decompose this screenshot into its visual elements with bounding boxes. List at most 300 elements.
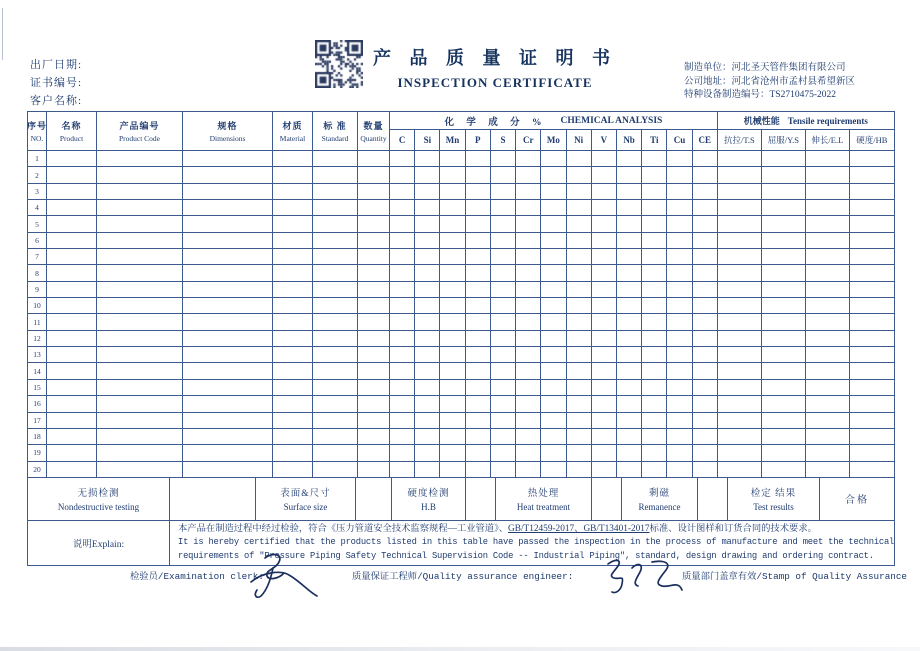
table-cell — [718, 363, 762, 379]
table-cell — [47, 396, 97, 412]
row-number-cell: 6 — [28, 233, 47, 249]
explain-en-line2: requirements of "Pressure Piping Safety Technical Supervision Code -- Industrial Piping", standard, design drawing and ordering contract. — [178, 550, 874, 561]
table-cell — [642, 445, 667, 461]
table-cell — [440, 282, 465, 298]
main-table — [27, 111, 895, 566]
table-cell — [97, 314, 183, 330]
table-cell — [466, 249, 491, 265]
table-cell — [592, 445, 617, 461]
table-cell — [97, 380, 183, 396]
table-cell — [491, 151, 516, 167]
row-number-cell: 19 — [28, 445, 47, 461]
table-cell — [806, 462, 850, 478]
table-cell — [592, 347, 617, 363]
table-cell — [491, 298, 516, 314]
table-cell — [313, 331, 358, 347]
table-cell — [667, 282, 692, 298]
table-header — [28, 112, 894, 151]
table-cell — [491, 282, 516, 298]
table-cell — [390, 445, 415, 461]
table-cell — [183, 363, 273, 379]
table-cell — [183, 184, 273, 200]
table-cell — [806, 265, 850, 281]
table-cell — [273, 233, 313, 249]
table-cell — [762, 167, 806, 183]
table-cell — [567, 331, 592, 347]
table-cell — [762, 249, 806, 265]
table-cell — [390, 216, 415, 232]
table-cell — [358, 413, 390, 429]
table-cell — [97, 151, 183, 167]
table-cell — [97, 298, 183, 314]
table-cell — [358, 216, 390, 232]
qa-engineer-signature — [600, 554, 686, 598]
table-cell — [466, 167, 491, 183]
table-cell — [667, 462, 692, 478]
customer-name-label: 客户名称: — [30, 95, 83, 107]
row-number-cell: 13 — [28, 347, 47, 363]
table-cell — [693, 282, 718, 298]
table-cell — [313, 184, 358, 200]
table-cell — [358, 184, 390, 200]
table-cell — [273, 151, 313, 167]
row-number-cell: 17 — [28, 413, 47, 429]
table-cell — [273, 413, 313, 429]
table-cell — [806, 249, 850, 265]
explain-zh-line: 本产品在制造过程中经过检验，符合《压力管道安全技术监察规程—工业管道》、GB/T12459-2017、GB/T13401-2017标准、设计图样和订货合同的技术要求。 — [178, 523, 817, 534]
table-cell — [466, 200, 491, 216]
table-cell — [516, 429, 541, 445]
table-cell — [97, 363, 183, 379]
table-cell — [667, 445, 692, 461]
table-cell — [617, 184, 642, 200]
table-cell — [762, 380, 806, 396]
table-cell — [693, 314, 718, 330]
table-cell — [313, 314, 358, 330]
table-cell — [617, 200, 642, 216]
table-cell — [183, 429, 273, 445]
table-cell — [358, 347, 390, 363]
table-cell — [491, 380, 516, 396]
table-cell — [491, 429, 516, 445]
row-number-cell: 9 — [28, 282, 47, 298]
table-cell — [693, 396, 718, 412]
table-cell — [592, 413, 617, 429]
manufacturer-line: 制造单位：河北圣天管件集团有限公司 — [684, 63, 846, 73]
table-cell — [390, 233, 415, 249]
table-cell — [440, 265, 465, 281]
examiner-label: 检验员/Examination clerk: — [130, 571, 264, 582]
row-number-cell: 8 — [28, 265, 47, 281]
table-cell — [97, 216, 183, 232]
table-cell — [667, 249, 692, 265]
table-cell — [762, 216, 806, 232]
table-cell — [313, 151, 358, 167]
table-cell — [762, 396, 806, 412]
table-cell — [693, 413, 718, 429]
table-cell — [183, 216, 273, 232]
table-cell — [762, 363, 806, 379]
page-title: 产 品 质 量 证 明 书 — [373, 48, 617, 68]
table-cell — [592, 462, 617, 478]
table-cell — [516, 396, 541, 412]
row-number-cell: 7 — [28, 249, 47, 265]
examiner-signature — [243, 548, 321, 600]
table-cell — [718, 396, 762, 412]
table-cell — [642, 282, 667, 298]
chem-analysis-group-header: 化 学 成 分 % CHEMICAL ANALYSIS — [390, 112, 718, 130]
table-cell — [516, 445, 541, 461]
table-cell — [718, 347, 762, 363]
header-col-standard: 标 准 Standard — [313, 112, 358, 150]
table-cell — [358, 462, 390, 478]
table-cell — [466, 363, 491, 379]
table-cell — [718, 233, 762, 249]
table-cell — [541, 151, 566, 167]
table-cell — [667, 233, 692, 249]
table-cell — [592, 429, 617, 445]
table-cell — [592, 151, 617, 167]
chem-col-ti: Ti — [642, 130, 667, 150]
table-cell — [642, 314, 667, 330]
table-cell — [850, 413, 894, 429]
table-cell — [806, 298, 850, 314]
table-cell — [491, 233, 516, 249]
table-cell — [762, 184, 806, 200]
table-cell — [47, 363, 97, 379]
table-cell — [718, 216, 762, 232]
table-cell — [617, 216, 642, 232]
row-number-cell: 18 — [28, 429, 47, 445]
table-cell — [273, 445, 313, 461]
table-cell — [592, 249, 617, 265]
table-cell — [541, 200, 566, 216]
table-cell — [541, 298, 566, 314]
table-cell — [806, 200, 850, 216]
table-cell — [516, 413, 541, 429]
table-cell — [516, 298, 541, 314]
table-cell — [358, 445, 390, 461]
page-subtitle: INSPECTION CERTIFICATE — [397, 75, 593, 90]
table-cell — [358, 331, 390, 347]
table-cell — [390, 282, 415, 298]
table-cell — [850, 282, 894, 298]
table-cell — [313, 363, 358, 379]
table-cell — [440, 167, 465, 183]
table-cell — [97, 396, 183, 412]
table-cell — [642, 233, 667, 249]
table-cell — [617, 413, 642, 429]
table-cell — [592, 314, 617, 330]
table-cell — [466, 331, 491, 347]
table-cell — [667, 167, 692, 183]
table-cell — [415, 216, 440, 232]
table-cell — [667, 413, 692, 429]
chem-col-c: C — [390, 130, 415, 150]
table-cell — [541, 314, 566, 330]
table-cell — [541, 413, 566, 429]
summary-value — [698, 478, 728, 521]
table-cell — [273, 347, 313, 363]
summary-row — [28, 478, 894, 521]
table-cell — [97, 462, 183, 478]
table-cell — [850, 249, 894, 265]
table-cell — [491, 396, 516, 412]
table-cell — [592, 396, 617, 412]
chem-col-ce: CE — [693, 130, 718, 150]
table-cell — [183, 233, 273, 249]
table-cell — [693, 151, 718, 167]
table-cell — [762, 265, 806, 281]
table-cell — [516, 233, 541, 249]
factory-date-label: 出厂日期: — [30, 59, 83, 71]
table-cell — [806, 282, 850, 298]
table-cell — [567, 184, 592, 200]
table-cell — [491, 314, 516, 330]
header-left-fields — [30, 56, 82, 110]
summary-value — [592, 478, 622, 521]
table-cell — [183, 380, 273, 396]
table-cell — [850, 462, 894, 478]
table-cell — [47, 298, 97, 314]
table-cell — [415, 314, 440, 330]
table-cell — [592, 298, 617, 314]
table-cell — [850, 314, 894, 330]
table-cell — [850, 396, 894, 412]
table-cell — [667, 216, 692, 232]
table-cell — [440, 331, 465, 347]
row-number-cell: 14 — [28, 363, 47, 379]
table-cell — [806, 216, 850, 232]
table-body — [28, 151, 894, 478]
table-cell — [440, 462, 465, 478]
table-cell — [667, 429, 692, 445]
table-cell — [541, 216, 566, 232]
table-cell — [415, 445, 440, 461]
table-cell — [718, 331, 762, 347]
table-cell — [491, 184, 516, 200]
table-cell — [183, 167, 273, 183]
table-cell — [667, 151, 692, 167]
table-cell — [183, 265, 273, 281]
table-cell — [466, 429, 491, 445]
table-cell — [415, 249, 440, 265]
table-cell — [440, 429, 465, 445]
stamp-label: 质量部门盖章有效/Stamp of Quality Assurance — [682, 571, 908, 582]
table-cell — [592, 363, 617, 379]
table-cell — [617, 363, 642, 379]
table-cell — [642, 396, 667, 412]
table-cell — [567, 462, 592, 478]
table-cell — [466, 216, 491, 232]
row-number-cell: 11 — [28, 314, 47, 330]
table-cell — [516, 216, 541, 232]
table-cell — [693, 216, 718, 232]
table-cell — [642, 151, 667, 167]
table-cell — [273, 298, 313, 314]
table-cell — [358, 380, 390, 396]
table-cell — [415, 462, 440, 478]
table-cell — [273, 462, 313, 478]
table-cell — [762, 233, 806, 249]
table-cell — [466, 184, 491, 200]
table-cell — [273, 380, 313, 396]
table-cell — [693, 445, 718, 461]
chem-col-cr: Cr — [516, 130, 541, 150]
table-cell — [491, 265, 516, 281]
table-cell — [415, 413, 440, 429]
table-cell — [617, 331, 642, 347]
table-cell — [47, 265, 97, 281]
table-cell — [358, 151, 390, 167]
table-cell — [718, 445, 762, 461]
table-cell — [592, 184, 617, 200]
table-cell — [183, 462, 273, 478]
table-cell — [97, 347, 183, 363]
table-cell — [642, 216, 667, 232]
table-cell — [850, 233, 894, 249]
table-cell — [762, 413, 806, 429]
chem-col-si: Si — [415, 130, 440, 150]
mechanical-group-header: 机械性能 Tensile requirements — [718, 112, 894, 130]
scan-edge-artifact — [2, 8, 3, 60]
header-col-product: 名称 Product — [47, 112, 97, 150]
table-cell — [806, 331, 850, 347]
table-cell — [47, 314, 97, 330]
table-cell — [541, 282, 566, 298]
table-cell — [642, 462, 667, 478]
table-cell — [693, 462, 718, 478]
table-cell — [693, 363, 718, 379]
table-cell — [642, 298, 667, 314]
table-cell — [97, 184, 183, 200]
chem-col-nb: Nb — [617, 130, 642, 150]
table-cell — [440, 216, 465, 232]
table-cell — [415, 200, 440, 216]
header-col-quantity: 数量 Quantity — [358, 112, 390, 150]
row-number-cell: 4 — [28, 200, 47, 216]
table-cell — [313, 298, 358, 314]
table-cell — [390, 413, 415, 429]
table-cell — [390, 347, 415, 363]
table-cell — [183, 445, 273, 461]
table-cell — [440, 184, 465, 200]
table-cell — [693, 347, 718, 363]
table-cell — [667, 265, 692, 281]
table-cell — [806, 445, 850, 461]
table-cell — [567, 233, 592, 249]
table-cell — [415, 282, 440, 298]
table-cell — [415, 265, 440, 281]
chem-col-cu: Cu — [667, 130, 692, 150]
qr-code-icon — [315, 40, 363, 88]
table-cell — [313, 396, 358, 412]
table-cell — [273, 216, 313, 232]
table-cell — [440, 249, 465, 265]
table-cell — [491, 363, 516, 379]
table-cell — [762, 462, 806, 478]
table-cell — [273, 331, 313, 347]
table-cell — [183, 347, 273, 363]
table-cell — [762, 282, 806, 298]
table-cell — [440, 347, 465, 363]
table-cell — [97, 200, 183, 216]
table-cell — [183, 282, 273, 298]
table-cell — [313, 200, 358, 216]
summary-value — [170, 478, 256, 521]
table-cell — [491, 413, 516, 429]
mech-col-1: 抗拉/T.S — [718, 130, 762, 150]
table-cell — [642, 429, 667, 445]
table-cell — [47, 429, 97, 445]
summary-label: 表面&尺寸 Surface size — [256, 478, 356, 521]
table-cell — [273, 429, 313, 445]
table-cell — [273, 167, 313, 183]
table-cell — [850, 429, 894, 445]
row-number-cell: 3 — [28, 184, 47, 200]
table-cell — [97, 167, 183, 183]
explain-en-line1: It is hereby certified that the products listed in this table have passed the inspection in the process of manufacture and meet the technical — [178, 537, 894, 548]
table-cell — [516, 380, 541, 396]
table-cell — [516, 249, 541, 265]
chem-col-mo: Mo — [541, 130, 566, 150]
table-cell — [516, 200, 541, 216]
summary-value — [356, 478, 392, 521]
table-cell — [693, 331, 718, 347]
table-cell — [390, 314, 415, 330]
table-cell — [440, 314, 465, 330]
table-cell — [516, 331, 541, 347]
table-cell — [47, 331, 97, 347]
table-cell — [466, 314, 491, 330]
table-cell — [47, 413, 97, 429]
table-cell — [806, 429, 850, 445]
table-cell — [415, 363, 440, 379]
header-col-no-: 序号 NO. — [28, 112, 47, 150]
table-cell — [642, 331, 667, 347]
table-cell — [415, 167, 440, 183]
table-cell — [667, 298, 692, 314]
table-cell — [390, 380, 415, 396]
table-cell — [541, 184, 566, 200]
table-cell — [183, 413, 273, 429]
table-cell — [617, 429, 642, 445]
table-cell — [390, 429, 415, 445]
table-cell — [567, 396, 592, 412]
table-cell — [415, 298, 440, 314]
table-cell — [718, 184, 762, 200]
table-cell — [567, 200, 592, 216]
table-cell — [358, 314, 390, 330]
table-cell — [47, 282, 97, 298]
table-cell — [718, 413, 762, 429]
table-cell — [718, 429, 762, 445]
table-cell — [440, 200, 465, 216]
table-cell — [47, 347, 97, 363]
table-cell — [440, 233, 465, 249]
certificate-no-label: 证书编号: — [30, 77, 83, 89]
table-cell — [762, 429, 806, 445]
table-cell — [466, 151, 491, 167]
table-cell — [642, 265, 667, 281]
table-cell — [440, 298, 465, 314]
table-cell — [97, 249, 183, 265]
table-cell — [617, 298, 642, 314]
table-cell — [693, 298, 718, 314]
table-cell — [273, 184, 313, 200]
table-cell — [850, 184, 894, 200]
table-cell — [567, 445, 592, 461]
